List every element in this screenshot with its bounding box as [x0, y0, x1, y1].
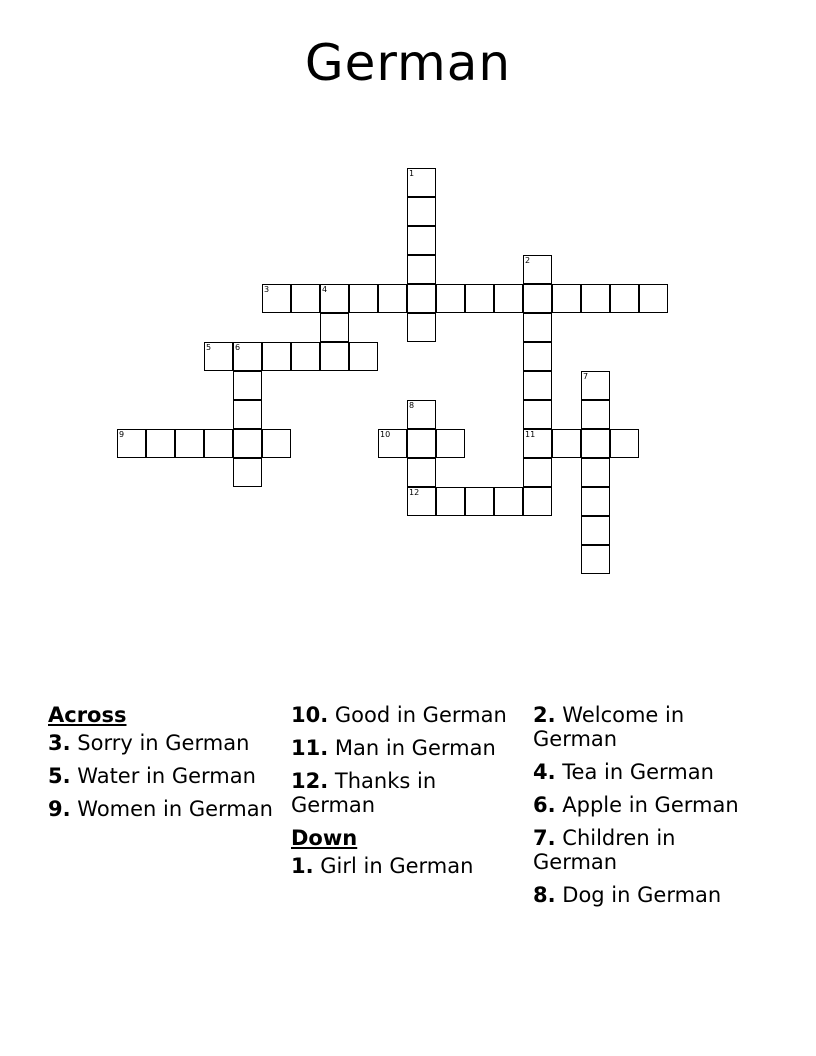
grid-cell[interactable]	[436, 429, 465, 458]
grid-cell[interactable]	[523, 255, 552, 284]
grid-cell[interactable]	[465, 284, 494, 313]
clue-across-11: 11. Man in German	[291, 736, 496, 760]
grid-cell[interactable]	[436, 487, 465, 516]
clue-down-1: 1. Girl in German	[291, 854, 474, 878]
cell-number: 7	[583, 372, 589, 381]
cell-number: 5	[206, 343, 212, 352]
page-title: German	[304, 34, 512, 92]
grid-cell[interactable]	[233, 400, 262, 429]
cell-number: 2	[525, 256, 531, 265]
cell-number: 4	[322, 285, 328, 294]
grid-cell[interactable]	[581, 545, 610, 574]
cell-number: 8	[409, 401, 415, 410]
grid-cell[interactable]	[204, 429, 233, 458]
grid-cell[interactable]	[407, 400, 436, 429]
grid-cell[interactable]	[523, 400, 552, 429]
grid-cell[interactable]	[407, 226, 436, 255]
grid-cell[interactable]	[523, 371, 552, 400]
clue-column-3	[533, 703, 763, 916]
grid-cell[interactable]	[204, 342, 233, 371]
grid-cell[interactable]	[233, 342, 262, 371]
grid-cell[interactable]	[581, 429, 610, 458]
across-heading: Across	[48, 703, 127, 727]
grid-cell[interactable]	[581, 487, 610, 516]
cell-number: 9	[119, 430, 125, 439]
grid-cell[interactable]	[349, 342, 378, 371]
grid-cell[interactable]	[262, 284, 291, 313]
grid-cell[interactable]	[291, 284, 320, 313]
grid-cell[interactable]	[581, 284, 610, 313]
grid-cell[interactable]	[581, 400, 610, 429]
grid-cell[interactable]	[349, 284, 378, 313]
grid-cell[interactable]	[407, 284, 436, 313]
grid-cell[interactable]	[407, 255, 436, 284]
clue-down-2: 2. Welcome in German	[533, 703, 685, 751]
grid-cell[interactable]	[552, 284, 581, 313]
clue-across-12: 12. Thanks in German	[291, 769, 437, 817]
clue-column-2	[291, 703, 521, 887]
clue-across-3: 3. Sorry in German	[48, 731, 250, 755]
grid-cell[interactable]	[581, 458, 610, 487]
grid-cell[interactable]	[581, 516, 610, 545]
grid-cell[interactable]	[407, 168, 436, 197]
grid-cell[interactable]	[523, 342, 552, 371]
grid-cell[interactable]	[407, 487, 436, 516]
grid-cell[interactable]	[320, 284, 349, 313]
clue-down-4: 4. Tea in German	[533, 760, 714, 784]
grid-cell[interactable]	[320, 313, 349, 342]
grid-cell[interactable]	[494, 487, 523, 516]
clue-across-10: 10. Good in German	[291, 703, 507, 727]
clue-across-9: 9. Women in German	[48, 797, 273, 821]
down-heading: Down	[291, 826, 358, 850]
grid-cell[interactable]	[610, 429, 639, 458]
grid-cell[interactable]	[523, 429, 552, 458]
clue-down-7: 7. Children in German	[533, 826, 676, 874]
grid-cell[interactable]	[291, 342, 320, 371]
grid-cell[interactable]	[523, 487, 552, 516]
grid-cell[interactable]	[436, 284, 465, 313]
grid-cell[interactable]	[494, 284, 523, 313]
grid-cell[interactable]	[233, 429, 262, 458]
grid-cell[interactable]	[175, 429, 204, 458]
grid-cell[interactable]	[233, 458, 262, 487]
grid-cell[interactable]	[378, 284, 407, 313]
cell-number: 11	[525, 430, 536, 439]
grid-cell[interactable]	[117, 429, 146, 458]
grid-cell[interactable]	[407, 313, 436, 342]
grid-cell[interactable]	[465, 487, 494, 516]
clue-down-6: 6. Apple in German	[533, 793, 739, 817]
cell-number: 10	[380, 430, 391, 439]
grid-cell[interactable]	[639, 284, 668, 313]
grid-cell[interactable]	[552, 429, 581, 458]
cell-number: 12	[409, 488, 420, 497]
grid-cell[interactable]	[262, 342, 291, 371]
grid-cell[interactable]	[320, 342, 349, 371]
clue-down-8: 8. Dog in German	[533, 883, 722, 907]
grid-cell[interactable]	[262, 429, 291, 458]
grid-cell[interactable]	[523, 458, 552, 487]
grid-cell[interactable]	[407, 197, 436, 226]
clue-across-5: 5. Water in German	[48, 764, 256, 788]
grid-cell[interactable]	[233, 371, 262, 400]
grid-cell[interactable]	[581, 371, 610, 400]
cell-number: 6	[235, 343, 241, 352]
grid-cell[interactable]	[407, 458, 436, 487]
cell-number: 1	[409, 169, 415, 178]
grid-cell[interactable]	[523, 313, 552, 342]
grid-cell[interactable]	[407, 429, 436, 458]
clue-column-1	[48, 703, 278, 830]
grid-cell[interactable]	[610, 284, 639, 313]
grid-cell[interactable]	[146, 429, 175, 458]
cell-number: 3	[264, 285, 270, 294]
grid-cell[interactable]	[378, 429, 407, 458]
grid-cell[interactable]	[523, 284, 552, 313]
